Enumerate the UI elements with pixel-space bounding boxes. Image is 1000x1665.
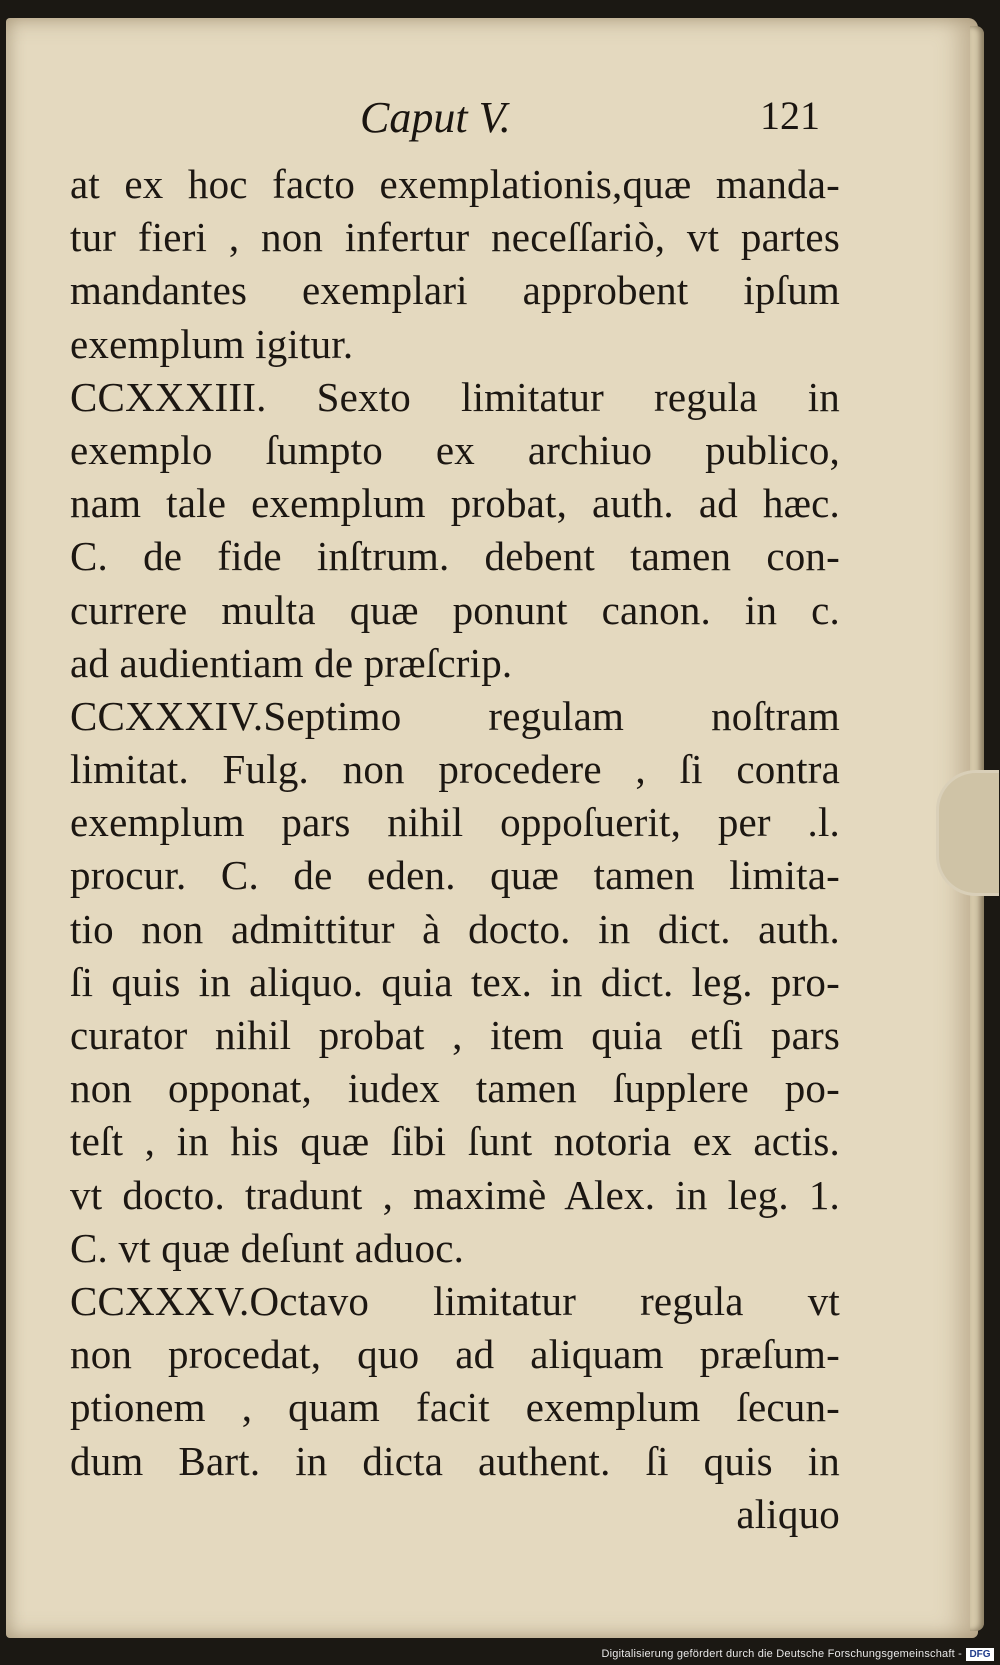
text-line: C. de fide inſtrum. debent tamen con- [70, 533, 840, 580]
text-line: tio non admittitur à docto. in dict. auth. [70, 905, 840, 952]
text-line: teſt , in his quæ ſibi ſunt notoria ex actis. [70, 1118, 840, 1165]
text-line: exemplum igitur. [70, 320, 354, 367]
digitization-credit: Digitalisierung gefördert durch die Deutsche Forschungsgemeinschaft - [601, 1648, 962, 1660]
text-line: at ex hoc facto exemplationis,quæ manda- [70, 161, 840, 207]
text-line: procur. C. de eden. quæ tamen limita- [70, 852, 840, 899]
text-line: tur fieri , non infertur neceſſariò, vt partes [70, 214, 840, 261]
text-line: dum Bart. in dicta authent. ſi quis in [70, 1437, 840, 1484]
text-line: exemplum pars nihil oppoſuerit, per .l. [70, 799, 840, 846]
text-line: ſi quis in aliquo. quia tex. in dict. leg. pro- [70, 958, 840, 1005]
text-line: mandantes exemplari approbent ipſum [70, 267, 840, 314]
text-line: exemplo ſumpto ex archiuo publico, [70, 426, 840, 473]
text-line: CCXXXV.Octavo limitatur regula vt [70, 1277, 840, 1324]
text-line: CCXXXIII. Sexto limitatur regula in [70, 373, 840, 420]
text-line: currere multa quæ ponunt canon. in c. [70, 586, 840, 633]
text-line: non procedat, quo ad aliquam præſum- [70, 1331, 840, 1378]
running-head: Caput V. [360, 93, 511, 142]
text-line: vt docto. tradunt , maximè Alex. in leg. 1. [70, 1171, 840, 1218]
text-line: non opponat, iudex tamen ſupplere po- [70, 1065, 840, 1112]
text-line: C. vt quæ deſunt aduoc. [70, 1224, 465, 1271]
text-line: curator nihil probat , item quia etſi pars [70, 1012, 840, 1058]
text-line: ptionem , quam facit exemplum ſecun- [70, 1384, 840, 1431]
catchword: aliquo [736, 1490, 840, 1537]
text-line: nam tale exemplum probat, auth. ad hæc. [70, 480, 840, 527]
text-line: limitat. Fulg. non procedere , ſi contra [70, 746, 840, 793]
page-clip [936, 770, 999, 896]
text-line: CCXXXIV.Septimo regulam noſtram [70, 692, 840, 739]
page-number: 121 [760, 93, 820, 138]
text-line: ad audientiam de præſcrip. [70, 639, 513, 686]
body-text [70, 158, 840, 1541]
dfg-logo: DFG [966, 1648, 994, 1661]
